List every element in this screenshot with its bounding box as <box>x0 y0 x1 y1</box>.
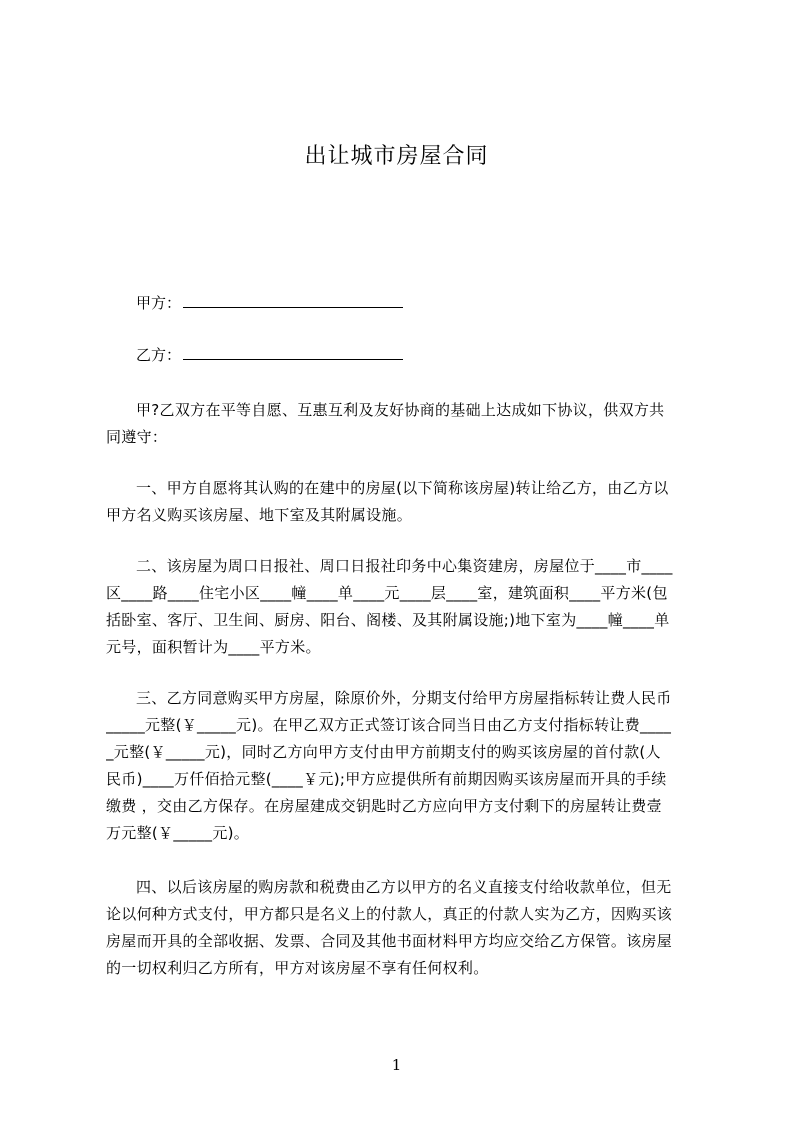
clause-3-line-6: 万元整(￥_____元)。 <box>106 824 250 842</box>
clause-1-paragraph <box>106 475 702 529</box>
intro-line-2: 同遵守： <box>106 428 168 446</box>
clause-3-paragraph <box>106 685 702 847</box>
clause-1-line-1: 一、甲方自愿将其认购的在建中的房屋(以下简称该房屋)转让给乙方，由乙方以 <box>136 479 669 497</box>
clause-3-line-3: _元整(￥_____元)，同时乙方向甲方支付由甲方前期支付的购买该房屋的首付款(人 <box>106 743 661 761</box>
clause-2-line-2: 区____路____住宅小区____幢____单____元____层____室，建筑面积____平方米(包 <box>106 584 668 602</box>
clause-4-paragraph <box>106 874 702 982</box>
party-a-line <box>136 292 403 314</box>
clause-3-line-1: 三、乙方同意购买甲方房屋，除原价外，分期支付给甲方房屋指标转让费人民币 <box>136 689 672 707</box>
clause-2-line-3: 括卧室、客厅、卫生间、厨房、阳台、阁楼、及其附属设施;)地下室为____幢____单 <box>106 611 670 629</box>
party-b-blank <box>183 344 403 360</box>
intro-paragraph <box>106 397 702 451</box>
clause-4-line-2: 论以何种方式支付，甲方都只是名义上的付款人，真正的付款人实为乙方，因购买该 <box>106 905 673 923</box>
clause-4-line-4: 的一切权利归乙方所有，甲方对该房屋不享有任何权利。 <box>106 959 489 977</box>
party-a-label: 甲方： <box>136 294 182 312</box>
clause-2-line-1: 二、该房屋为周口日报社、周口日报社印务中心集资建房，房屋位于____市____ <box>136 557 673 575</box>
clause-4-line-3: 房屋而开具的全部收据、发票、合同及其他书面材料甲方均应交给乙方保管。该房屋 <box>106 932 673 950</box>
intro-line-1: 甲?乙双方在平等自愿、互惠互利及友好协商的基础上达成如下协议，供双方共 <box>136 401 665 419</box>
clause-3-line-2: _____元整(￥_____元)。在甲乙双方正式签订该合同当日由乙方支付指标转让费____ <box>106 716 672 734</box>
clause-2-line-4: 元号，面积暂计为____平方米。 <box>106 638 321 656</box>
party-a-blank <box>183 292 403 308</box>
clause-3-line-5: 缴费 ，交由乙方保存。在房屋建成交钥匙时乙方应向甲方支付剩下的房屋转让费壹 <box>106 797 662 815</box>
party-b-line <box>136 344 403 366</box>
clause-4-line-1: 四、以后该房屋的购房款和税费由乙方以甲方的名义直接支付给收款单位，但无 <box>136 878 672 896</box>
clause-2-paragraph <box>106 553 702 661</box>
document-title: 出让城市房屋合同 <box>304 144 489 169</box>
clause-1-line-2: 甲方名义购买该房屋、地下室及其附属设施。 <box>106 506 413 524</box>
party-b-label: 乙方： <box>136 346 182 364</box>
clause-3-line-4: 民币)____万仟佰拾元整(____￥元);甲方应提供所有前期因购买该房屋而开具的手续 <box>106 770 667 788</box>
page-number: 1 <box>391 1056 402 1074</box>
